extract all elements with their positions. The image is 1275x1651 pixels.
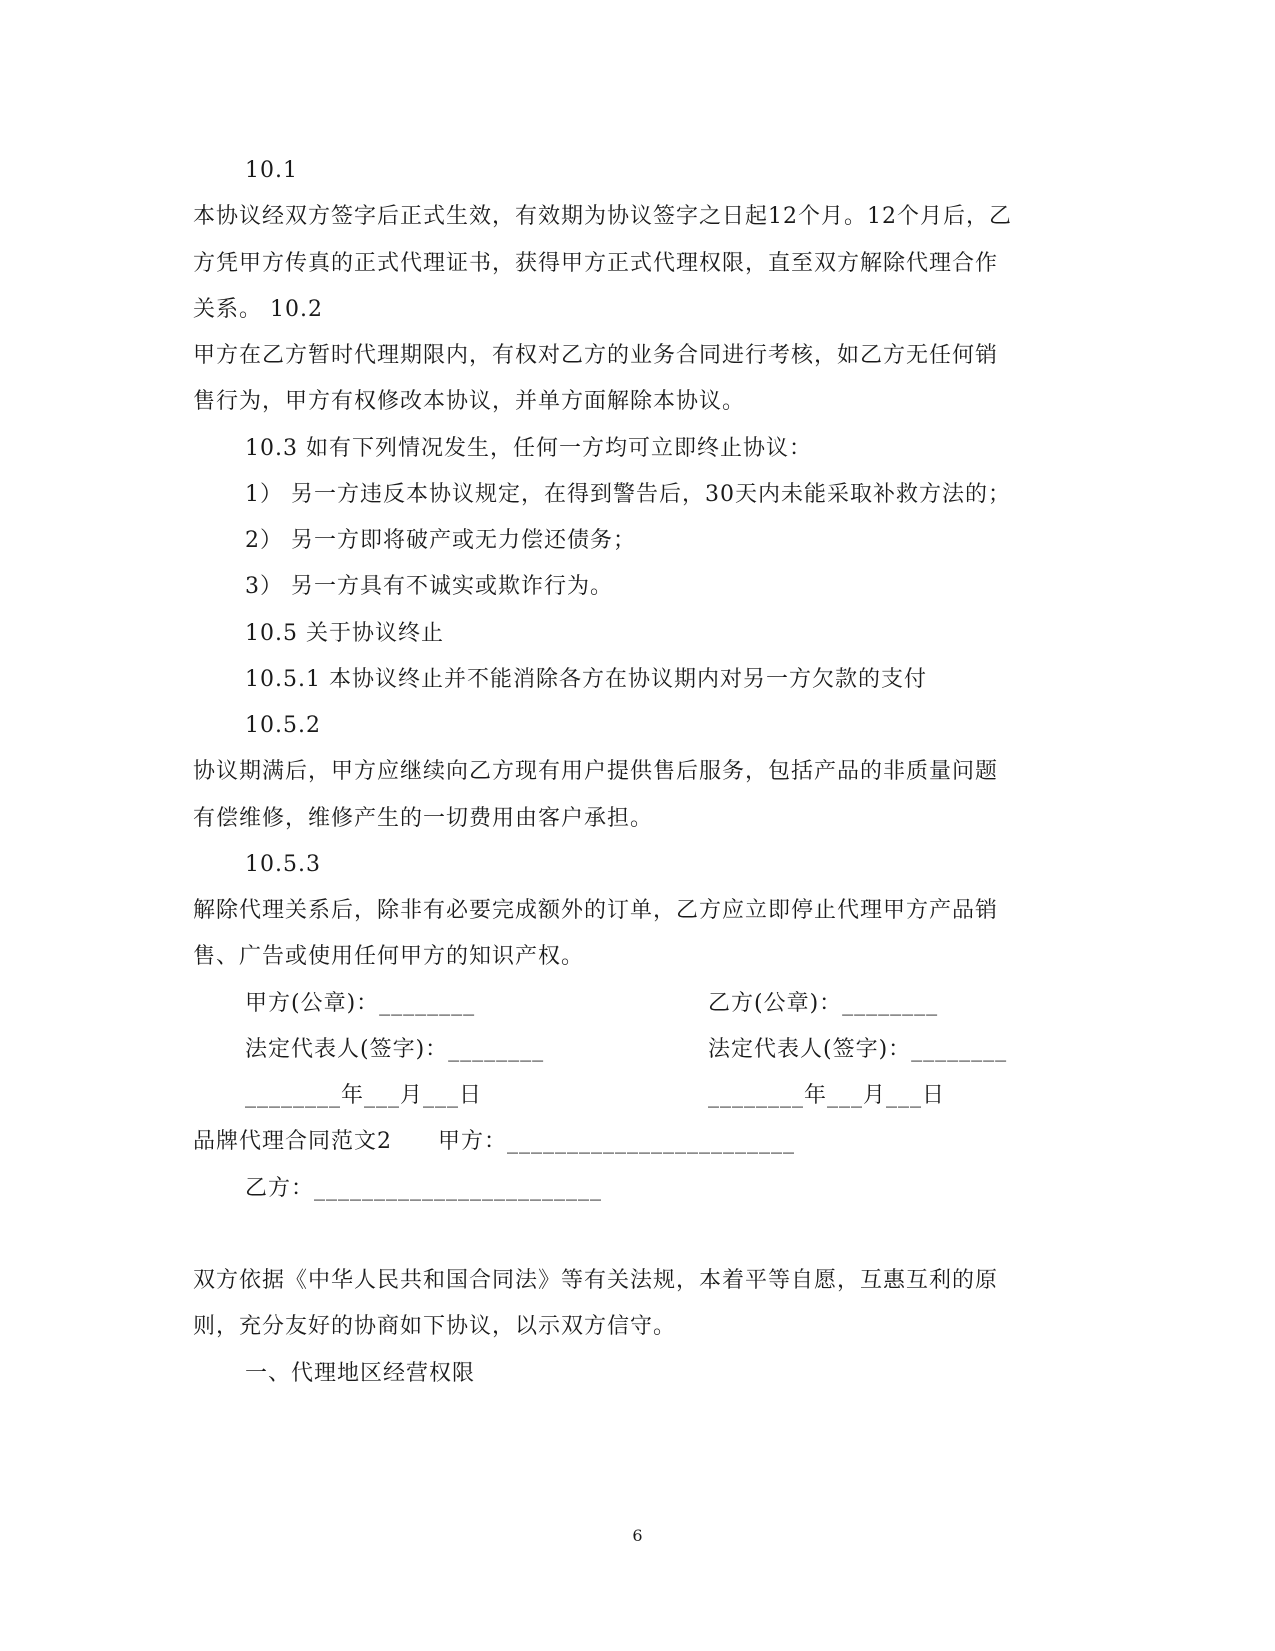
- party-a-rep-field: 法定代表人(签字)：________: [245, 1037, 545, 1062]
- paragraph-line: 方凭甲方传真的正式代理证书，获得甲方正式代理权限，直至双方解除代理合作: [193, 251, 999, 276]
- paragraph-line: 售行为，甲方有权修改本协议，并单方面解除本协议。: [193, 389, 746, 414]
- clause-10-5-heading: 10.5 关于协议终止: [245, 621, 444, 646]
- page-number: 6: [632, 1526, 643, 1545]
- clause-10-1-number: 10.1: [245, 158, 298, 183]
- clause-10-5-2-number: 10.5.2: [245, 713, 321, 738]
- party-a-seal-field: 甲方(公章)：________: [245, 991, 476, 1016]
- section-heading: 一、代理地区经营权限: [245, 1361, 476, 1386]
- list-item: 3） 另一方具有不诚实或欺诈行为。: [245, 574, 613, 599]
- clause-10-5-3-number: 10.5.3: [245, 852, 321, 877]
- party-b-seal-field: 乙方(公章)：________: [708, 991, 939, 1016]
- paragraph-line: 本协议经双方签字后正式生效，有效期为协议签字之日起12个月。12个月后，乙: [193, 204, 1012, 229]
- clause-10-5-1: 10.5.1 本协议终止并不能消除各方在协议期内对另一方欠款的支付: [245, 667, 927, 692]
- paragraph-line: 有偿维修，维修产生的一切费用由客户承担。: [193, 806, 654, 831]
- party-a-date-field: ________年___月___日: [245, 1083, 483, 1108]
- clause-10-3-heading: 10.3 如有下列情况发生，任何一方均可立即终止协议：: [245, 436, 812, 461]
- paragraph-line: 协议期满后，甲方应继续向乙方现有用户提供售后服务，包括产品的非质量问题: [193, 759, 999, 784]
- paragraph-line: 解除代理关系后，除非有必要完成额外的订单，乙方应立即停止代理甲方产品销: [193, 898, 999, 923]
- paragraph-line: 双方依据《中华人民共和国合同法》等有关法规，本着平等自愿，互惠互利的原: [193, 1268, 999, 1293]
- paragraph-line: 售、广告或使用任何甲方的知识产权。: [193, 944, 585, 969]
- second-contract-title: 品牌代理合同范文2 甲方：________________________: [193, 1129, 795, 1154]
- list-item: 1） 另一方违反本协议规定，在得到警告后，30天内未能采取补救方法的；: [245, 482, 1011, 507]
- party-b-rep-field: 法定代表人(签字)：________: [708, 1037, 1008, 1062]
- list-item: 2） 另一方即将破产或无力偿还债务；: [245, 528, 636, 553]
- party-b-date-field: ________年___月___日: [708, 1083, 946, 1108]
- paragraph-line: 关系。 10.2: [193, 297, 323, 322]
- second-contract-party-b: 乙方：________________________: [245, 1176, 603, 1201]
- paragraph-line: 则，充分友好的协商如下协议，以示双方信守。: [193, 1314, 677, 1339]
- paragraph-line: 甲方在乙方暂时代理期限内，有权对乙方的业务合同进行考核，如乙方无任何销: [193, 343, 999, 368]
